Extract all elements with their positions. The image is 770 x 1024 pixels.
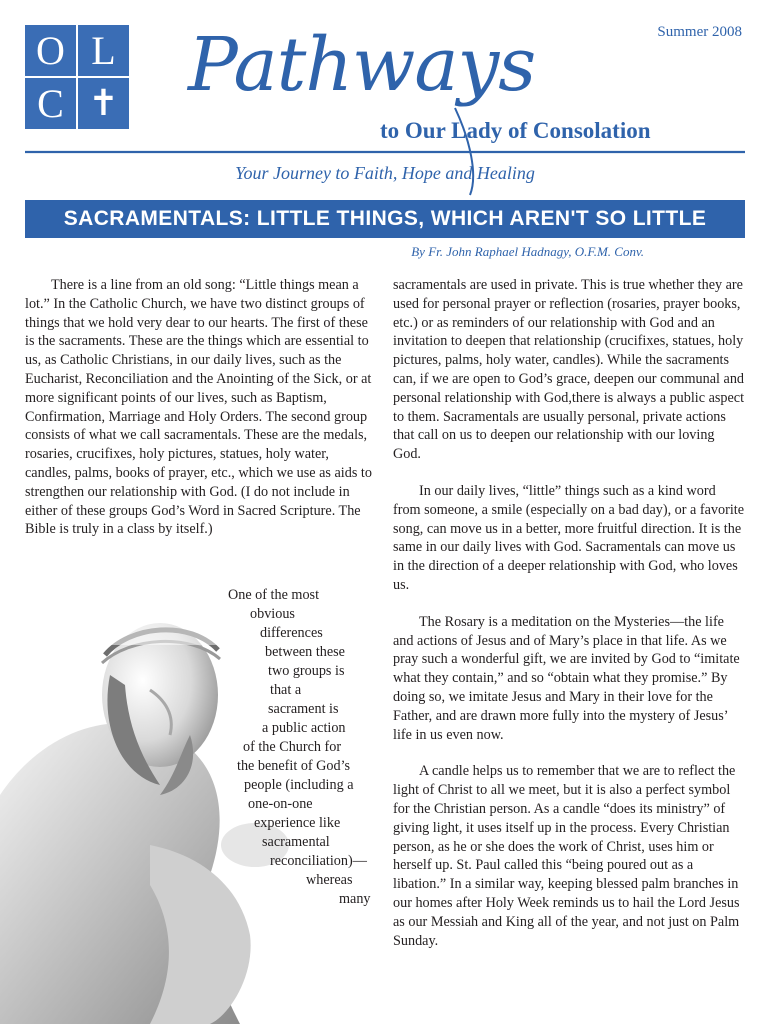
article-headline: SACRAMENTALS: LITTLE THINGS, WHICH AREN'T SO LITTLE [25, 200, 745, 238]
wrap-line: one-on-one [248, 796, 313, 812]
wrap-line: whereas [306, 872, 353, 888]
right-column [393, 276, 745, 968]
tagline: Your Journey to Faith, Hope and Healing [235, 163, 535, 183]
right-paragraph: sacramentals are used in private. This is true whether they are used for personal prayer or reflection (rosaries, prayer books, etc.) or as reminders of our relationship with God and an invitation to deepen that relationship (crucifixes, statues, holy pictures, palms, holy water, candles). While the sacraments can, if we are open to God’s grace, deepen our communal and personal relationship with God,there is always a public aspect to them. Sacramentals are usually personal, private actions that call on us to deepen our relationship with our loving God. [393, 277, 745, 463]
wrap-line: a public action [262, 720, 346, 736]
left-column [25, 276, 377, 539]
publication-subtitle: to Our Lady of Consolation [380, 118, 651, 143]
article-byline: By Fr. John Raphael Hadnagy, O.F.M. Conv. [411, 244, 644, 259]
logo-letter-l: L [78, 25, 129, 76]
left-paragraph: There is a line from an old song: “Little things mean a lot.” In the Catholic Church, we have two distinct groups of things that we hold very dear to our hearts. The first of these is the sacraments. These are the things which are essential to us, as Catholic Christians, in our daily lives, such as the Eucharist, Reconciliation and the Anointing of the Sick, or at more significant points of our lives, such as Baptism, Confirmation, Marriage and Holy Orders. The second group consists of what we call sacramentals. These are the medals, rosaries, crucifixes, holy pictures, statues, holy water, candles, palms, books of prayer, etc., which we use as aids to strengthen our relationship with God. (I do not include in either of these groups God’s Word in Sacred Scripture. The Bible is truly in a class by itself.) [25, 277, 372, 538]
right-paragraph: In our daily lives, “little” things such as a kind word from someone, a smile (especially on a bad day), or a favorite song, can move us in a better, more fruitful direction. It is the same in our daily lives with God. Sacramentals can move us in the direction of a deeper relationship with God, who loves us. [393, 482, 745, 593]
right-paragraph: The Rosary is a meditation on the Mysteries—the life and actions of Jesus and of Mary’s place in that life. As we pray such a wonderful gift, we are invited by God to “imitate what they contain,” and so “obtain what they promise.” By doing so, we imitate Jesus and Mary in their love for the Father, and are drawn more fully into the mystery of Jesus’ life in us even now. [393, 613, 740, 743]
wrap-line: of the Church for [243, 739, 342, 755]
wrap-line: sacramental [262, 834, 330, 850]
wrap-line: experience like [254, 815, 341, 831]
publication-title: Pathways [188, 22, 536, 108]
wrap-line: many [339, 891, 371, 907]
wrap-line: between these [265, 644, 345, 660]
wrap-line: people (including a [244, 777, 354, 793]
wrap-line: that a [270, 682, 302, 698]
issue-date: Summer 2008 [657, 24, 742, 40]
wrap-line: One of the most [228, 587, 320, 603]
right-paragraph: A candle helps us to remember that we are to reflect the light of Christ to all we meet, but it is also a perfect symbol for the Christian person. As a candle “does its ministry” of giving light, it uses itself up in the process. Every Christian person, as he or she does the work of Christ, uses him or herself up. St. Paul called this “being poured out as a libation.” In a similar way, keeping blessed palm branches in our homes after Holy Week reminds us to hail the Lord Jesus as our Messiah and King all of the year, and not just on Palm Sunday. [393, 763, 740, 949]
logo-letter-c: C [25, 78, 76, 129]
wrap-line: two groups is [268, 663, 345, 679]
wrap-line: the benefit of God’s [237, 758, 351, 774]
wrap-line: sacrament is [268, 701, 339, 717]
logo-letter-o: O [25, 25, 76, 76]
cross-icon: ✝ [78, 78, 129, 129]
wrap-line: reconciliation)— [270, 853, 367, 869]
wrap-line: obvious [250, 606, 295, 622]
wrap-line: differences [260, 625, 323, 641]
